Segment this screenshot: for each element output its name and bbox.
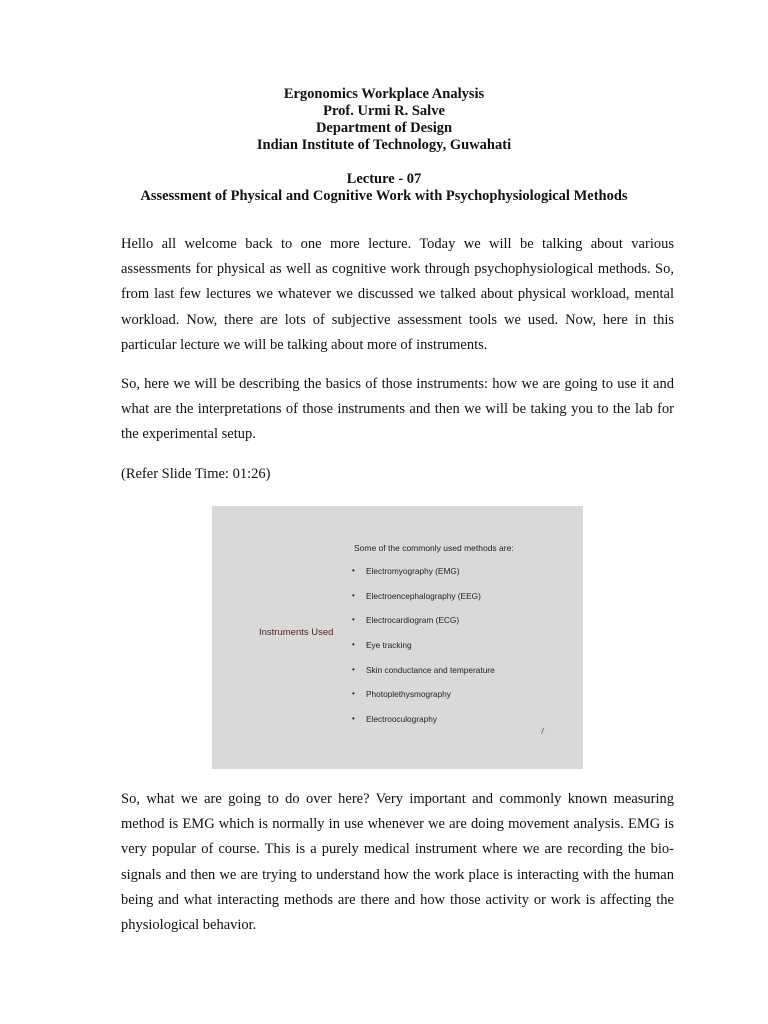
slide-image — [212, 506, 583, 769]
lecture-title: Assessment of Physical and Cognitive Work with Psychophysiological Methods — [140, 188, 628, 204]
slide-left-label: Instruments Used — [259, 627, 334, 638]
institute-name: Indian Institute of Technology, Guwahati — [256, 137, 512, 153]
list-item — [352, 665, 495, 690]
list-item — [352, 640, 495, 665]
list-item-label: Electroencephalography (EEG) — [366, 590, 481, 601]
bullet-icon: • — [352, 615, 355, 625]
list-item — [352, 591, 495, 616]
list-item-label: Photoplethysmography — [366, 689, 451, 700]
bullet-icon: • — [352, 590, 355, 600]
course-title: Ergonomics Workplace Analysis — [283, 86, 485, 102]
lecture-heading — [0, 171, 768, 205]
list-item-label: Eye tracking — [366, 640, 412, 651]
bullet-icon: • — [352, 640, 355, 650]
paragraph-intro: Hello all welcome back to one more lecture. Today we will be talking about various assessments for physical as well as cognitive work through psychophysiological methods. So, from last few lectures we whatever we discussed we talked about physical workload, mental workload. Now, there are lots of subjective assessment tools we used. Now, here in this particular lecture we will be talking about more of instruments. — [121, 236, 674, 353]
bullet-icon: • — [352, 664, 355, 674]
list-item — [352, 714, 495, 739]
professor-name: Prof. Urmi R. Salve — [323, 103, 445, 119]
list-item-label: Electrooculography — [366, 714, 438, 725]
list-item-label: Electrocardiogram (ECG) — [366, 615, 460, 626]
lecture-number: Lecture - 07 — [346, 171, 422, 187]
list-item-label: Skin conductance and temperature — [366, 664, 495, 675]
list-item — [352, 615, 495, 640]
list-item — [352, 689, 495, 714]
slide-time-reference: (Refer Slide Time: 01:26) — [121, 466, 271, 482]
document-header — [0, 86, 768, 154]
cursor-icon — [541, 728, 548, 734]
slide-methods-list — [352, 566, 495, 739]
paragraph-instruments: So, here we will be describing the basics of those instruments: how we are going to use it and what are the interpretations of those instruments and then we will be taking you to the lab for the experimental setup. — [121, 376, 674, 443]
bullet-icon: • — [352, 566, 355, 575]
list-item — [352, 566, 495, 591]
bullet-icon: • — [352, 714, 355, 724]
bullet-icon: • — [352, 689, 355, 699]
department-name: Department of Design — [315, 120, 453, 136]
list-item-label: Electromyography (EMG) — [366, 566, 460, 576]
paragraph-emg: So, what we are going to do over here? Very important and commonly known measuring method is EMG which is normally in use whenever we are doing movement analysis. EMG is very popular of course. This is a purely medical instrument where we are recording the bio-signals and then we are trying to understand how the work place is interacting with the human being and what interacting methods are there and how those activity or work is affecting the physiological behavior. — [121, 791, 674, 934]
slide-intro-text: Some of the commonly used methods are: — [354, 543, 514, 553]
